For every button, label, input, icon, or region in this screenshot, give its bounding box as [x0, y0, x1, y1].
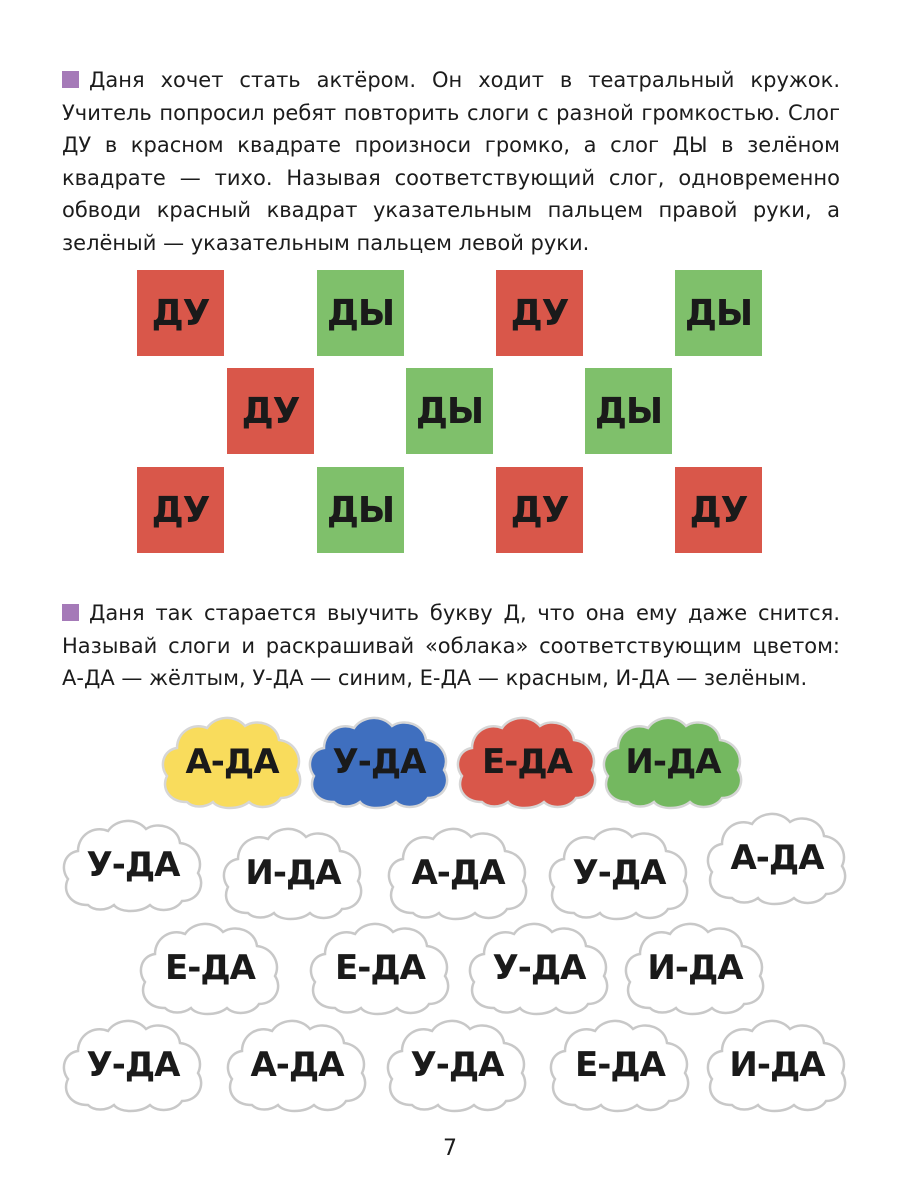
purple-square-bullet-icon	[62, 604, 79, 621]
coloring-cloud[interactable]	[135, 918, 285, 1018]
syllable-square[interactable]	[137, 270, 224, 356]
exercise-2-text	[62, 597, 840, 695]
cloud-label: И-ДА	[647, 948, 743, 988]
syllable-label: ДУ	[689, 489, 748, 531]
syllable-label: ДЫ	[326, 489, 395, 531]
exercise-2-instructions: Даня так старается выучить букву Д, что она ему даже снится. Называй слоги и раскрашивай «облака» соответствующим цветом: А-ДА — жёлтым, У-ДА — синим, Е-ДА — красным, И-ДА — зелёным.	[62, 601, 840, 690]
cloud-label: Е-ДА	[482, 742, 572, 782]
cloud-label: У-ДА	[410, 1045, 504, 1085]
cloud-label: Е-ДА	[165, 948, 255, 988]
coloring-cloud[interactable]	[58, 815, 208, 915]
cloud-label: И-ДА	[729, 1045, 825, 1085]
syllable-label: ДЫ	[684, 292, 753, 334]
syllable-square[interactable]	[496, 270, 583, 356]
coloring-cloud[interactable]	[464, 918, 614, 1018]
coloring-cloud[interactable]	[544, 823, 694, 923]
syllable-square[interactable]	[137, 467, 224, 553]
syllable-label: ДУ	[510, 292, 569, 334]
cloud-label: А-ДА	[185, 742, 279, 782]
syllable-square[interactable]	[406, 368, 493, 454]
coloring-cloud[interactable]	[620, 918, 770, 1018]
legend-cloud-yellow	[157, 712, 307, 812]
syllable-square[interactable]	[675, 270, 762, 356]
syllable-label: ДУ	[241, 390, 300, 432]
coloring-cloud[interactable]	[218, 823, 368, 923]
syllable-label: ДЫ	[415, 390, 484, 432]
cloud-label: У-ДА	[572, 853, 666, 893]
purple-square-bullet-icon	[62, 71, 79, 88]
legend-cloud-blue	[304, 712, 454, 812]
cloud-label: У-ДА	[492, 948, 586, 988]
coloring-cloud[interactable]	[383, 823, 533, 923]
coloring-cloud[interactable]	[58, 1015, 208, 1115]
syllable-square[interactable]	[317, 270, 404, 356]
legend-cloud-green	[598, 712, 748, 812]
syllable-label: ДУ	[151, 489, 210, 531]
cloud-label: У-ДА	[86, 1045, 180, 1085]
cloud-label: А-ДА	[250, 1045, 344, 1085]
syllable-label: ДЫ	[594, 390, 663, 432]
syllable-label: ДУ	[151, 292, 210, 334]
exercise-1-instructions: Даня хочет стать актёром. Он ходит в театральный кружок. Учитель попросил ребят повторить слоги с разной громкостью. Слог ДУ в красном квадрате произноси громко, а слог ДЫ в зелёном квадрате — тихо. Называя соответствующий слог, одновременно обводи красный квадрат указательным пальцем правой руки, а зелёный — указательным пальцем левой руки.	[62, 68, 840, 255]
syllable-square[interactable]	[585, 368, 672, 454]
coloring-cloud[interactable]	[305, 918, 455, 1018]
syllable-square[interactable]	[496, 467, 583, 553]
coloring-cloud[interactable]	[382, 1015, 532, 1115]
cloud-label: У-ДА	[86, 845, 180, 885]
exercise-1-text	[62, 64, 840, 259]
syllable-label: ДУ	[510, 489, 569, 531]
coloring-cloud[interactable]	[545, 1015, 695, 1115]
legend-cloud-red	[452, 712, 602, 812]
page-number: 7	[443, 1136, 457, 1161]
syllable-square[interactable]	[317, 467, 404, 553]
cloud-label: И-ДА	[245, 853, 341, 893]
cloud-label: Е-ДА	[335, 948, 425, 988]
cloud-label: А-ДА	[730, 838, 824, 878]
syllable-square[interactable]	[227, 368, 314, 454]
syllable-square[interactable]	[675, 467, 762, 553]
syllable-label: ДЫ	[326, 292, 395, 334]
coloring-cloud[interactable]	[702, 808, 852, 908]
cloud-label: Е-ДА	[575, 1045, 665, 1085]
cloud-label: И-ДА	[625, 742, 721, 782]
coloring-cloud[interactable]	[222, 1015, 372, 1115]
coloring-cloud[interactable]	[702, 1015, 852, 1115]
cloud-label: А-ДА	[411, 853, 505, 893]
cloud-label: У-ДА	[332, 742, 426, 782]
